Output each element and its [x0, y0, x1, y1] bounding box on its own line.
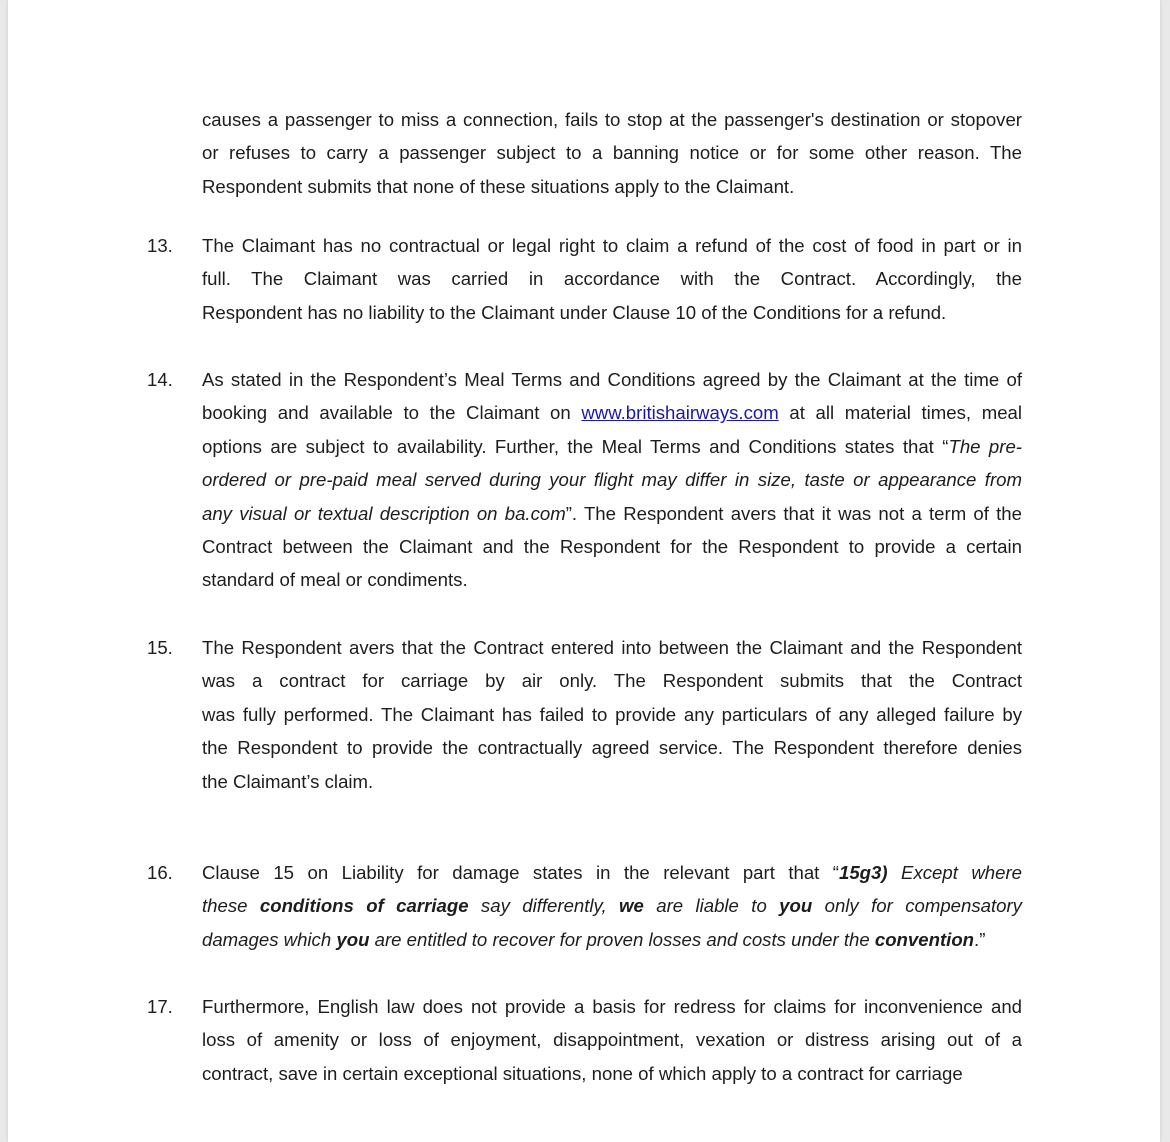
quoted-text: these: [202, 895, 260, 917]
emphasized-term: you: [779, 895, 813, 917]
text-fragment: at all material times, meal: [789, 402, 1023, 424]
quoted-text: damages which: [202, 928, 337, 950]
paragraph-number: 14.: [147, 369, 173, 390]
quoted-text: ordered or pre-paid meal served during your flight may differ in size, taste or appearance from: [202, 469, 1022, 491]
text-line: or refuses to carry a passenger subject to a banning notice or for some other reason. The: [202, 142, 1022, 164]
paragraph-text: [202, 990, 1022, 1090]
text-line: was fully performed. The Claimant has failed to provide any particulars of any alleged failure by: [202, 703, 1022, 725]
text-line: The Respondent avers that the Contract entered into between the Claimant and the Respondent: [202, 637, 1022, 658]
paragraph-number: 13.: [147, 235, 173, 256]
text-line: [202, 923, 1022, 956]
text-line: standard of meal or condiments.: [202, 569, 468, 591]
text-line: causes a passenger to miss a connection, fails to stop at the passenger's destination or stopover: [202, 109, 1022, 130]
paragraph-text: [202, 631, 1022, 798]
clause-reference: 15g3): [839, 862, 888, 883]
quoted-text: any visual or textual description on ba.com: [202, 502, 566, 524]
quoted-text: are liable to: [643, 895, 780, 917]
emphasized-term: conditions of carriage: [259, 895, 469, 917]
paragraph-number: 15.: [147, 637, 173, 658]
paragraph-text: [202, 103, 1022, 203]
text-line: loss of amenity or loss of enjoyment, disappointment, vexation or distress arising out of a: [202, 1029, 1022, 1051]
paragraph-number: 16.: [147, 862, 173, 883]
britishairways-link[interactable]: www.britishairways.com: [581, 402, 779, 424]
text-line: was a contract for carriage by air only. The Respondent submits that the Contract: [202, 670, 1022, 692]
text-fragment: ”. The Respondent avers that it was not a term of the: [565, 502, 1022, 524]
paragraph-number: 17.: [147, 996, 173, 1017]
text-line: [202, 889, 1022, 922]
emphasized-term: you: [336, 928, 370, 950]
text-line: Respondent has no liability to the Claimant under Clause 10 of the Conditions for a refund.: [202, 301, 947, 323]
text-line: As stated in the Respondent’s Meal Terms and Conditions agreed by the Claimant at the time of: [202, 369, 1022, 390]
quoted-text: are entitled to recover for proven losses and costs under the: [369, 928, 875, 950]
text-fragment: options are subject to availability. Further, the Meal Terms and Conditions states that “: [202, 435, 949, 457]
paragraph-text: [202, 363, 1022, 597]
text-line: the Respondent to provide the contractually agreed service. The Respondent therefore denies: [202, 737, 1022, 759]
text-line: [202, 396, 1022, 429]
quoted-text: The pre-: [948, 435, 1022, 457]
text-line: contract, save in certain exceptional situations, none of which apply to a contract for carriage: [202, 1062, 963, 1084]
text-line: [202, 497, 1022, 530]
text-line: Respondent submits that none of these situations apply to the Claimant.: [202, 175, 795, 197]
text-line: [202, 430, 1022, 463]
text-line: The Claimant has no contractual or legal right to claim a refund of the cost of food in part or in: [202, 235, 1022, 256]
text-line: Contract between the Claimant and the Respondent for the Respondent to provide a certain: [202, 536, 1022, 558]
text-line: [202, 856, 1022, 889]
text-fragment: Clause 15 on Liability for damage states in the relevant part that “: [202, 862, 839, 883]
quoted-text: only for compensatory: [812, 895, 1022, 917]
document-page: [8, 0, 1160, 1142]
emphasized-term: convention: [874, 928, 975, 950]
quoted-text: say differently,: [468, 895, 620, 917]
quoted-text: Except where: [887, 862, 1022, 883]
text-line: Furthermore, English law does not provide a basis for redress for claims for inconvenience and: [202, 996, 1022, 1017]
text-line: the Claimant’s claim.: [202, 770, 374, 792]
paragraph-text: [202, 856, 1022, 956]
emphasized-term: we: [619, 895, 644, 917]
text-line: full. The Claimant was carried in accordance with the Contract. Accordingly, the: [202, 268, 1022, 290]
paragraph-text: [202, 229, 1022, 329]
text-fragment: .”: [974, 928, 986, 950]
text-line: [202, 463, 1022, 496]
text-fragment: booking and available to the Claimant on: [202, 402, 571, 424]
